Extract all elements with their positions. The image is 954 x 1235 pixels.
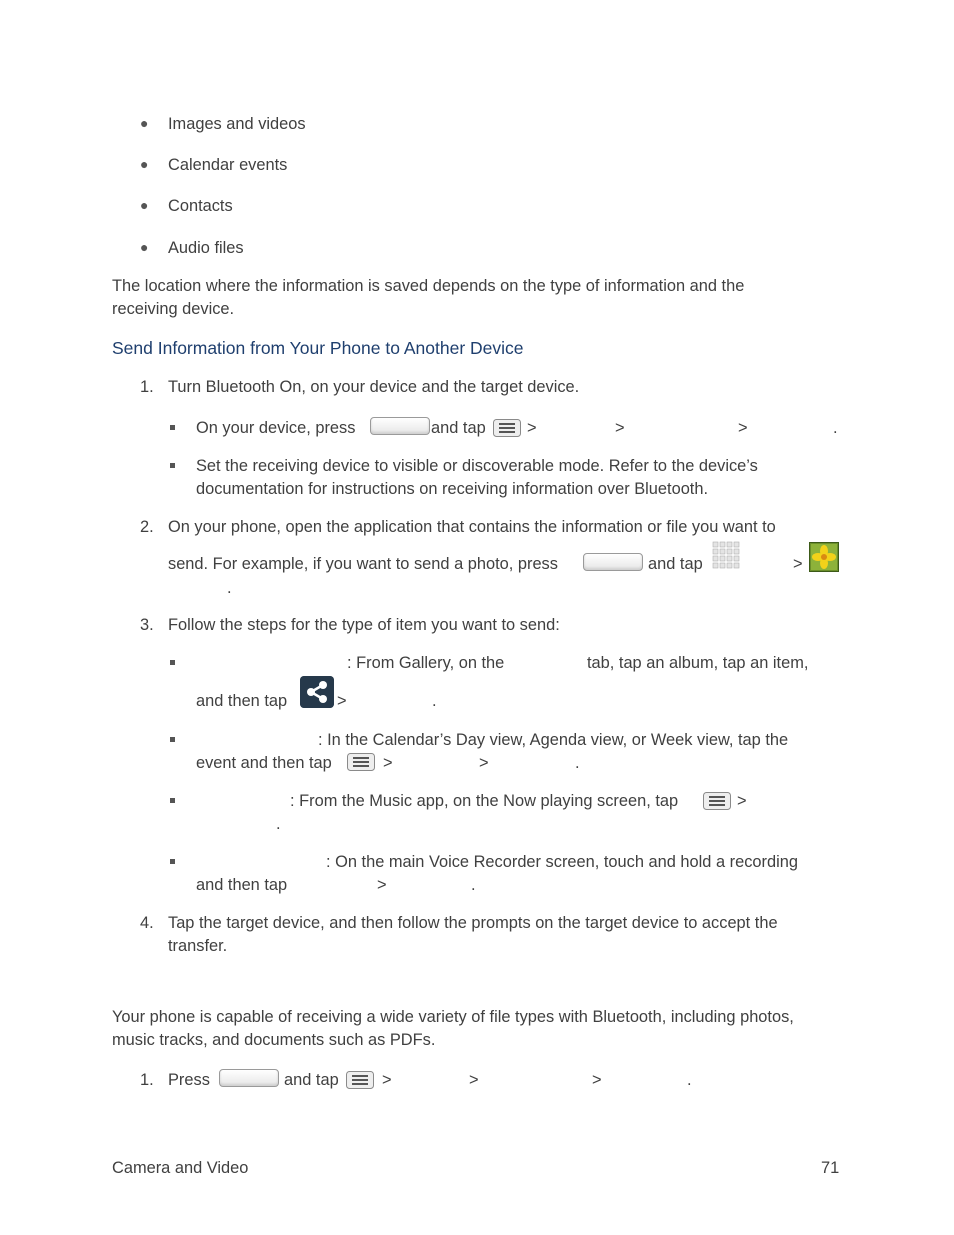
period: .: [276, 815, 281, 833]
step-text: transfer.: [168, 937, 228, 955]
paragraph-line: music tracks, and documents such as PDFs.: [112, 1031, 436, 1049]
separator: >: [592, 1071, 602, 1089]
square-bullet: [170, 798, 175, 803]
bullet-dot: ●: [140, 239, 149, 255]
separator: >: [382, 1071, 392, 1089]
step-number: 4.: [140, 914, 154, 932]
bullet-item: Audio files: [168, 239, 244, 257]
bullet-item: Contacts: [168, 197, 233, 215]
sub-step-text: tab, tap an album, tap an item,: [587, 654, 809, 672]
step-number: 1.: [140, 1071, 154, 1089]
sub-step-text: event and then tap: [196, 754, 332, 772]
step-text: On your phone, open the application that contains the information or file you want to: [168, 518, 776, 536]
sub-step-text: : On the main Voice Recorder screen, touch and hold a recording: [326, 853, 798, 871]
footer-section-title: Camera and Video: [112, 1159, 249, 1177]
sub-step-text: On your device, press: [196, 419, 356, 437]
home-key-icon: [583, 553, 643, 571]
sub-step-text: : In the Calendar’s Day view, Agenda view, or Week view, tap the: [318, 731, 789, 749]
separator: >: [738, 419, 748, 437]
menu-key-icon: [493, 419, 521, 437]
step-text: Tap the target device, and then follow the prompts on the target device to accept the: [168, 914, 778, 932]
bullet-item: Calendar events: [168, 156, 288, 174]
square-bullet: [170, 660, 175, 665]
paragraph-line: receiving device.: [112, 300, 235, 318]
step-text: Follow the steps for the type of item you want to send:: [168, 616, 560, 634]
section-heading: Send Information from Your Phone to Another Device: [112, 338, 524, 358]
step-text: Turn Bluetooth On, on your device and the target device.: [168, 378, 580, 396]
sub-step-text: documentation for instructions on receiving information over Bluetooth.: [196, 480, 709, 498]
bullet-dot: ●: [140, 197, 149, 213]
sub-step-text: : From Gallery, on the: [347, 654, 505, 672]
separator: >: [479, 754, 489, 772]
home-key-icon: [370, 417, 430, 435]
sub-step-text: and then tap: [196, 876, 288, 894]
apps-icon: [712, 541, 742, 571]
separator: >: [527, 419, 537, 437]
menu-key-icon: [346, 1071, 374, 1089]
period: .: [227, 579, 232, 597]
step-text: Press: [168, 1071, 210, 1089]
separator: >: [377, 876, 387, 894]
gallery-icon: [809, 542, 839, 572]
separator: >: [793, 555, 803, 573]
period: .: [833, 419, 838, 437]
square-bullet: [170, 859, 175, 864]
bullet-dot: ●: [140, 115, 149, 131]
step-text: and tap: [284, 1071, 339, 1089]
home-key-icon: [219, 1069, 279, 1087]
separator: >: [383, 754, 393, 772]
separator: >: [337, 692, 347, 710]
period: .: [471, 876, 476, 894]
paragraph-line: The location where the information is saved depends on the type of information and the: [112, 277, 745, 295]
share-icon: [300, 676, 334, 708]
menu-key-icon: [347, 753, 375, 771]
square-bullet: [170, 737, 175, 742]
step-number: 3.: [140, 616, 154, 634]
page-number: 71: [821, 1159, 840, 1177]
square-bullet: [170, 463, 175, 468]
separator: >: [737, 792, 747, 810]
period: .: [687, 1071, 692, 1089]
sub-step-text: and tap: [431, 419, 486, 437]
step-number: 1.: [140, 378, 154, 396]
sub-step-text: : From the Music app, on the Now playing screen, tap: [290, 792, 679, 810]
menu-key-icon: [703, 792, 731, 810]
step-text: send. For example, if you want to send a photo, press: [168, 555, 558, 573]
separator: >: [615, 419, 625, 437]
square-bullet: [170, 425, 175, 430]
bullet-dot: ●: [140, 156, 149, 172]
bullet-item: Images and videos: [168, 115, 306, 133]
sub-step-text: Set the receiving device to visible or discoverable mode. Refer to the device’s: [196, 457, 758, 475]
step-text: and tap: [648, 555, 703, 573]
step-number: 2.: [140, 518, 154, 536]
sub-step-text: and then tap: [196, 692, 288, 710]
paragraph-line: Your phone is capable of receiving a wide variety of file types with Bluetooth, including photos,: [112, 1008, 794, 1026]
period: .: [575, 754, 580, 772]
separator: >: [469, 1071, 479, 1089]
period: .: [432, 692, 437, 710]
